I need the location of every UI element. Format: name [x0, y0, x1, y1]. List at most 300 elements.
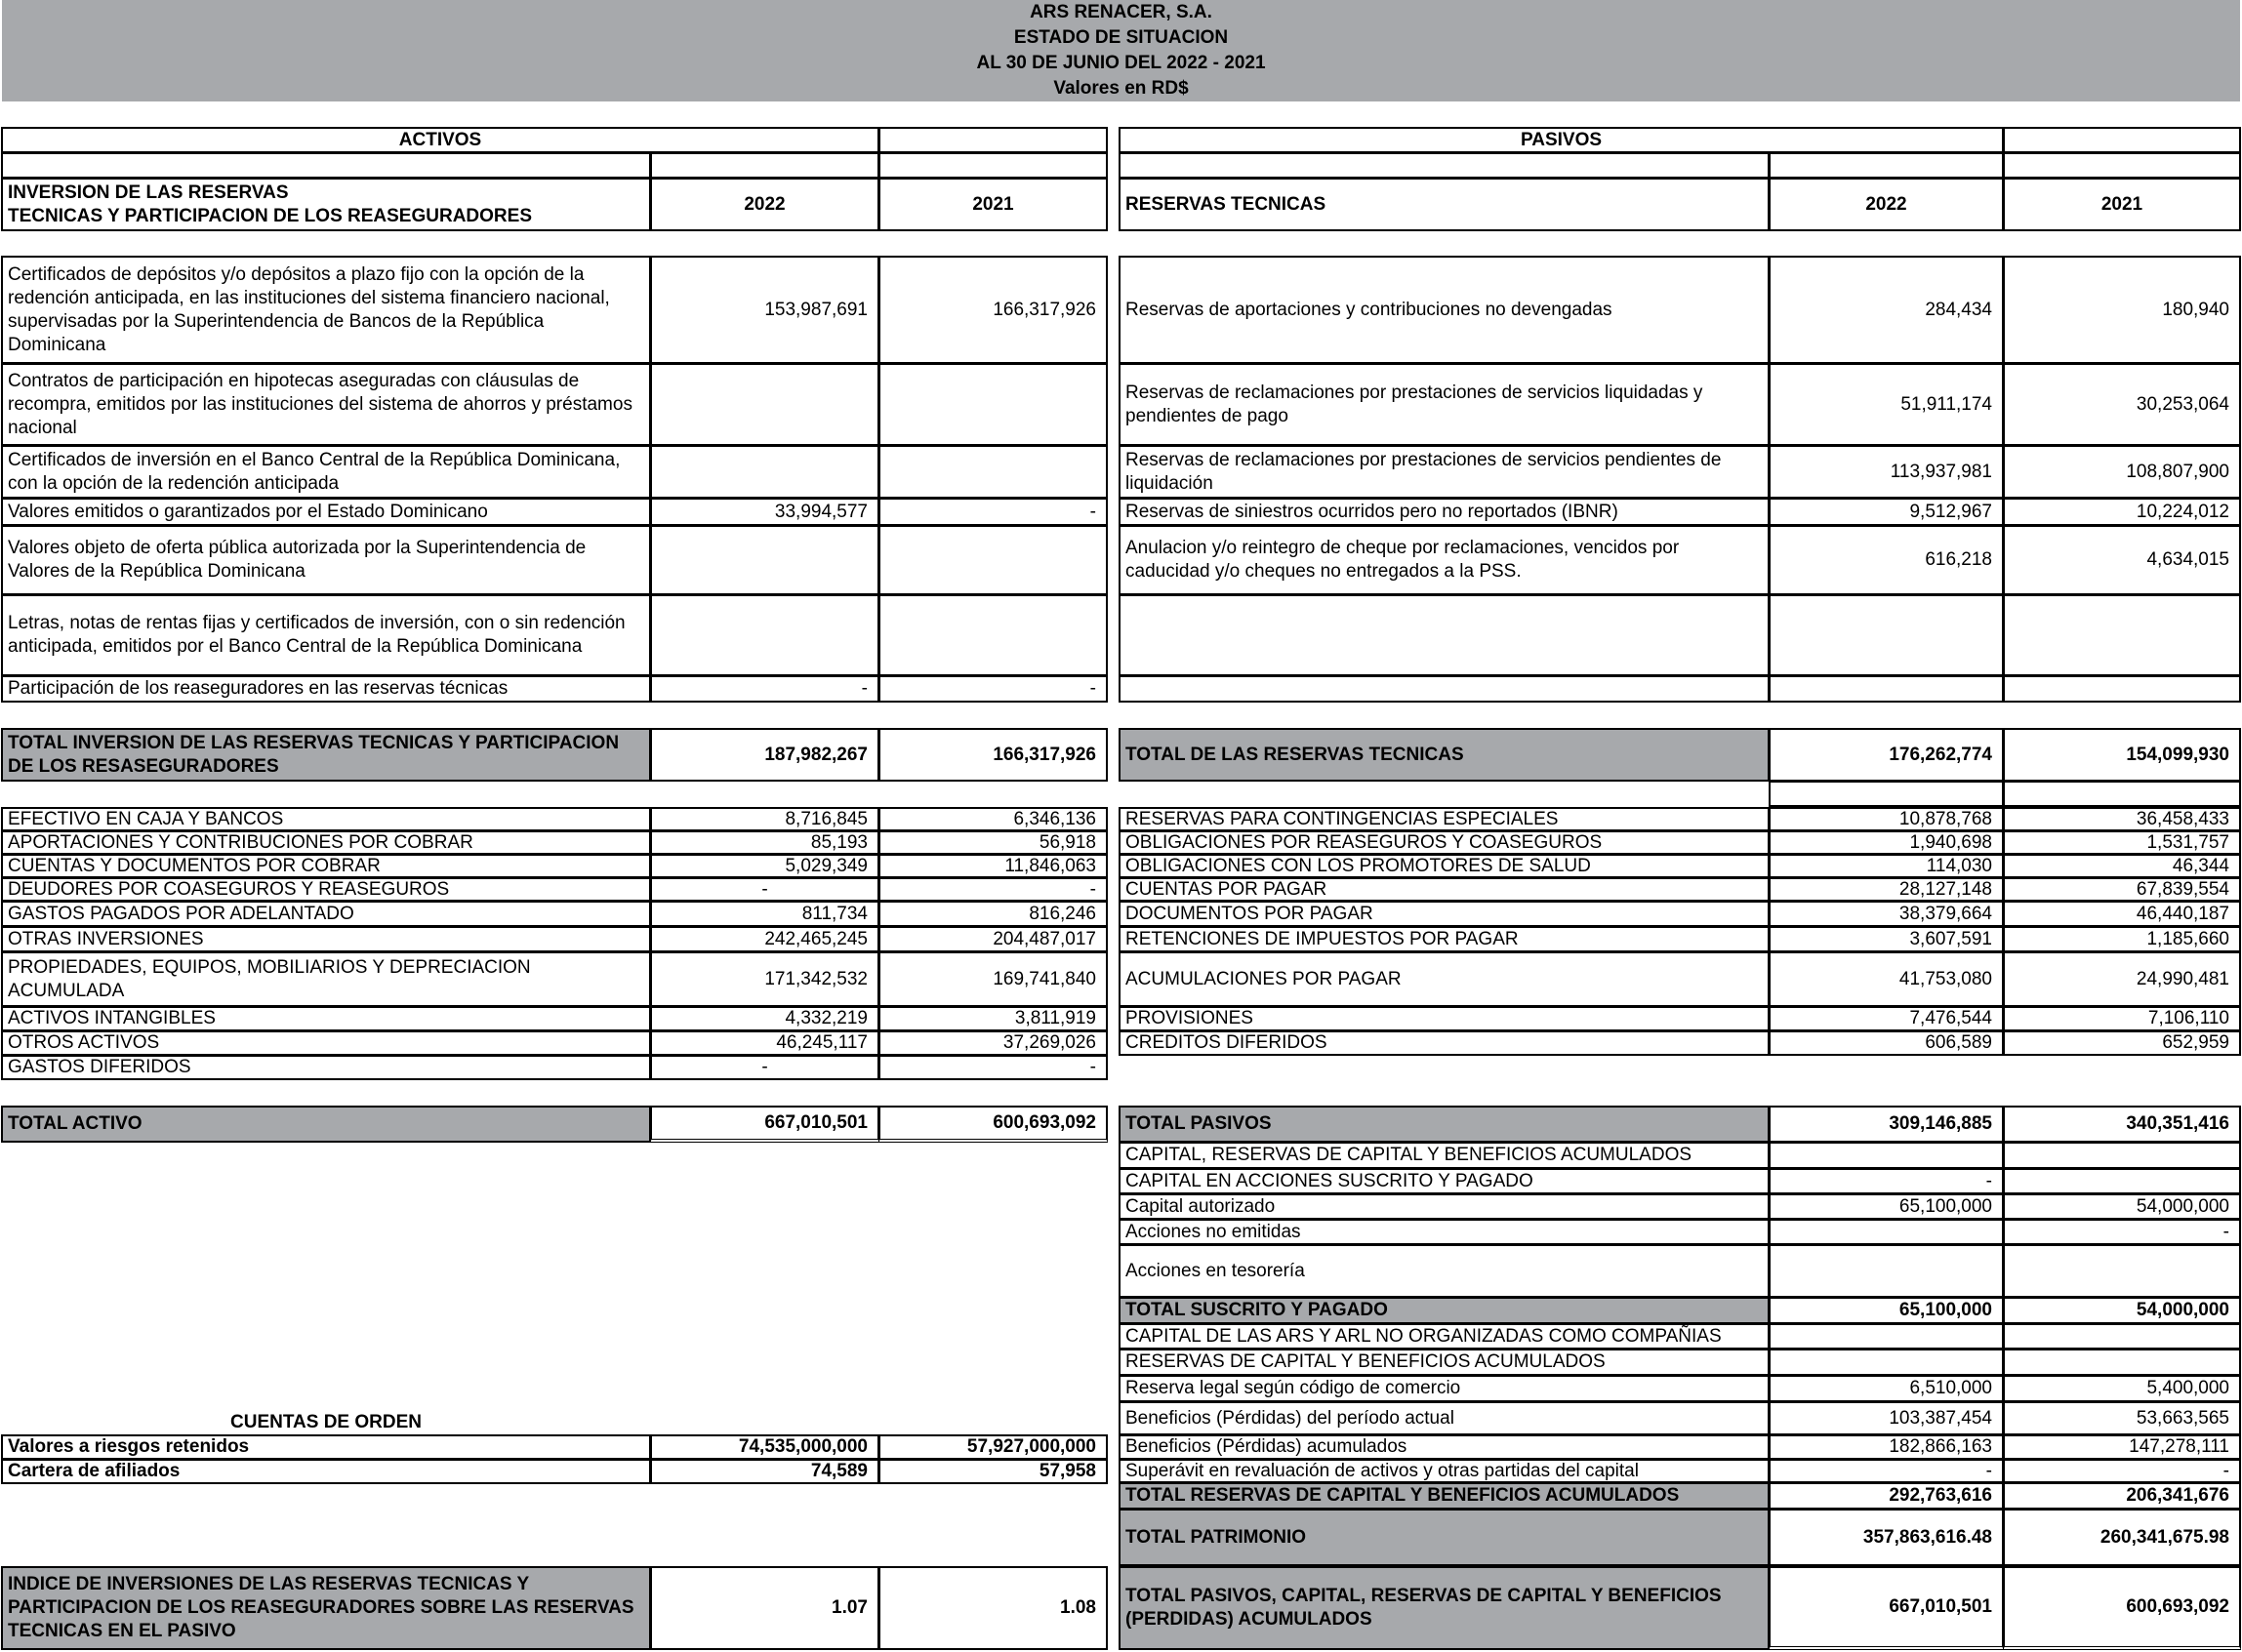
- table-cell: [1769, 1401, 2004, 1435]
- cell-text: 33,994,577: [774, 501, 868, 522]
- cell-text: 1.07: [832, 1597, 868, 1618]
- table-cell: [878, 830, 1108, 855]
- table-cell: [1, 1409, 651, 1435]
- table-cell: [878, 854, 1108, 878]
- table-cell: [1769, 830, 2004, 855]
- table-cell: [1769, 445, 2004, 499]
- table-cell: [1119, 1297, 1770, 1324]
- cell-text: 166,317,926: [993, 744, 1096, 765]
- table-cell: [2003, 1566, 2241, 1650]
- table-cell: [1769, 781, 2004, 807]
- table-cell: [1119, 830, 1770, 855]
- table-cell: [1769, 1219, 2004, 1245]
- table-cell: [1769, 1459, 2004, 1483]
- table-cell: [1119, 926, 1770, 952]
- cell-text: 2022: [1865, 193, 1907, 215]
- cell-text: 74,589: [810, 1461, 868, 1481]
- table-cell: [878, 1055, 1108, 1080]
- table-cell: [2003, 1006, 2241, 1031]
- cell-text: Reserva legal según código de comercio: [1125, 1378, 1461, 1398]
- table-cell: [1, 1006, 651, 1031]
- cell-text: CAPITAL DE LAS ARS Y ARL NO ORGANIZADAS COMO COMPAÑIAS: [1125, 1325, 1722, 1347]
- cell-text: 37,269,026: [1002, 1032, 1096, 1053]
- table-cell: [1, 830, 651, 855]
- cell-text: 180,940: [2162, 299, 2229, 320]
- table-cell: [2003, 1459, 2241, 1483]
- table-cell: [2003, 926, 2241, 952]
- table-cell: [1, 127, 879, 153]
- cell-text: Superávit en revaluación de activos y otras partidas del capital: [1125, 1460, 1639, 1481]
- table-cell: [1119, 1030, 1770, 1056]
- table-cell: [2003, 594, 2241, 676]
- cell-text: 56,918: [1039, 831, 1096, 853]
- table-cell: [2003, 1401, 2241, 1435]
- table-cell: [1769, 1106, 2004, 1143]
- cell-text: 103,387,454: [1889, 1407, 1992, 1429]
- table-cell: [878, 1434, 1108, 1460]
- cell-text: Acciones no emitidas: [1125, 1221, 1301, 1242]
- cell-text: PROVISIONES: [1125, 1008, 1253, 1028]
- cell-text: 85,193: [810, 831, 868, 853]
- table-cell: [1, 1055, 651, 1080]
- table-cell: [1, 926, 651, 952]
- table-cell: [1769, 1244, 2004, 1298]
- table-cell: [650, 901, 879, 927]
- table-cell: [1769, 1375, 2004, 1402]
- table-cell: [1119, 1323, 1770, 1350]
- table-cell: [1, 675, 651, 703]
- table-cell: [2003, 877, 2241, 902]
- table-cell: [2003, 1219, 2241, 1245]
- cell-text: CUENTAS POR PAGAR: [1125, 878, 1327, 900]
- cell-text: 292,763,616: [1889, 1485, 1992, 1506]
- cell-text: 5,400,000: [2146, 1378, 2229, 1398]
- cell-text: 340,351,416: [2126, 1113, 2229, 1134]
- cell-text: 57,927,000,000: [966, 1436, 1096, 1457]
- cell-text: PROPIEDADES, EQUIPOS, MOBILIARIOS Y DEPRECIACION ACUMULADA: [8, 956, 531, 1001]
- table-cell: [1119, 178, 1770, 231]
- cell-text: CUENTAS Y DOCUMENTOS POR COBRAR: [8, 855, 381, 876]
- table-cell: [1769, 1030, 2004, 1056]
- table-cell: [1119, 728, 1770, 782]
- cell-text: -: [2222, 1460, 2229, 1481]
- cell-text: 169,741,840: [993, 968, 1096, 989]
- table-cell: [650, 807, 879, 831]
- table-cell: [1, 1459, 651, 1484]
- cell-text: -: [1089, 1057, 1096, 1077]
- table-cell: [1, 901, 651, 927]
- cell-text: Acciones en tesorería: [1125, 1260, 1305, 1281]
- table-cell: [1769, 854, 2004, 878]
- cell-text: 114,030: [1926, 855, 1992, 876]
- cell-text: -: [1985, 1170, 1992, 1191]
- cell-text: 171,342,532: [764, 968, 868, 989]
- table-cell: [1769, 675, 2004, 703]
- table-cell: [1, 594, 651, 676]
- table-cell: [650, 1055, 879, 1080]
- table-cell: [1119, 951, 1770, 1007]
- cell-text: 606,589: [1925, 1032, 1992, 1053]
- table-cell: [1, 525, 651, 595]
- cell-text: 242,465,245: [764, 928, 868, 949]
- table-cell: [2003, 152, 2241, 179]
- cell-text: GASTOS PAGADOS POR ADELANTADO: [8, 903, 354, 924]
- cell-text: 10,224,012: [2136, 501, 2229, 522]
- cell-text: 51,911,174: [1900, 393, 1992, 415]
- table-cell: [2003, 1375, 2241, 1402]
- table-cell: [2003, 363, 2241, 446]
- cell-text: Capital autorizado: [1125, 1195, 1276, 1217]
- cell-text: ACTIVOS: [398, 129, 482, 150]
- table-cell: [878, 1106, 1108, 1143]
- cell-text: 667,010,501: [764, 1112, 868, 1133]
- table-cell: [1, 951, 651, 1007]
- table-cell: [878, 807, 1108, 831]
- company-name: ARS RENACER, S.A.: [1030, 2, 1212, 22]
- table-cell: [1119, 675, 1770, 703]
- table-cell: [1769, 728, 2004, 782]
- cell-text: 2022: [744, 193, 786, 215]
- table-cell: [1119, 1168, 1770, 1194]
- report-title: ESTADO DE SITUACION: [1013, 27, 1229, 48]
- table-cell: [1119, 498, 1770, 526]
- table-cell: [2003, 1193, 2241, 1220]
- cell-text: 811,734: [801, 903, 868, 924]
- table-cell: [1, 363, 651, 446]
- cell-text: TOTAL RESERVAS DE CAPITAL Y BENEFICIOS ACUMULADOS: [1125, 1485, 1680, 1506]
- cell-text: 38,379,664: [1898, 903, 1992, 924]
- table-cell: [878, 152, 1108, 179]
- cell-text: TOTAL DE LAS RESERVAS TECNICAS: [1125, 744, 1464, 765]
- table-cell: [878, 525, 1108, 595]
- table-cell: [1769, 807, 2004, 831]
- table-cell: [650, 854, 879, 878]
- cell-text: 667,010,501: [1889, 1596, 1992, 1617]
- table-cell: [2003, 807, 2241, 831]
- cell-text: Reservas de reclamaciones por prestaciones de servicios pendientes de liquidación: [1125, 449, 1722, 494]
- cell-text: 28,127,148: [1898, 878, 1992, 900]
- table-cell: [650, 1030, 879, 1056]
- table-cell: [1, 178, 651, 231]
- cell-text: ACTIVOS INTANGIBLES: [8, 1008, 216, 1028]
- table-cell: [2003, 854, 2241, 878]
- table-cell: [878, 127, 1108, 153]
- table-cell: [1, 152, 651, 179]
- cell-text: DEUDORES POR COASEGUROS Y REASEGUROS: [8, 878, 450, 900]
- cell-text: -: [1089, 878, 1096, 900]
- table-cell: [2003, 1509, 2241, 1566]
- table-cell: [650, 675, 879, 703]
- table-cell: [650, 877, 879, 902]
- table-cell: [1119, 807, 1770, 831]
- table-cell: [878, 1006, 1108, 1031]
- table-cell: [1119, 1509, 1770, 1566]
- cell-text: 1.08: [1060, 1597, 1096, 1618]
- cell-text: 7,476,544: [1909, 1008, 1992, 1028]
- cell-text: 67,839,554: [2136, 878, 2229, 900]
- cell-text: -: [1985, 1460, 1992, 1481]
- cell-text: CAPITAL, RESERVAS DE CAPITAL Y BENEFICIOS ACUMULADOS: [1125, 1145, 1692, 1165]
- table-cell: [650, 256, 879, 364]
- cell-text: 53,663,565: [2136, 1407, 2229, 1429]
- table-cell: [2003, 901, 2241, 927]
- table-cell: [1119, 525, 1770, 595]
- table-cell: [2003, 525, 2241, 595]
- cell-text: 652,959: [2162, 1032, 2229, 1053]
- cell-text: INVERSION DE LAS RESERVAS TECNICAS Y PARTICIPACION DE LOS REASEGURADORES: [8, 181, 532, 226]
- cell-text: 2021: [2100, 193, 2143, 215]
- cell-text: RESERVAS PARA CONTINGENCIAS ESPECIALES: [1125, 808, 1559, 829]
- table-cell: [878, 951, 1108, 1007]
- table-cell: [1769, 1168, 2004, 1194]
- table-cell: [2003, 728, 2241, 782]
- cell-text: Anulacion y/o reintegro de cheque por reclamaciones, vencidos por caducidad y/o cheques no entregados a la PSS.: [1125, 538, 1680, 582]
- table-cell: [650, 951, 879, 1007]
- cell-text: Certificados de depósitos y/o depósitos a plazo fijo con la opción de la redención anticipada, en las instituciones del sistema financiero nacional, supervisadas por la Superintendencia de Bancos de la República Dominicana: [8, 263, 610, 355]
- cell-text: RESERVAS TECNICAS: [1125, 193, 1326, 215]
- table-cell: [650, 728, 879, 782]
- table-cell: [1119, 1434, 1770, 1460]
- table-cell: [1769, 901, 2004, 927]
- table-cell: [878, 178, 1108, 231]
- table-cell: [2003, 830, 2241, 855]
- cell-text: 65,100,000: [1898, 1195, 1992, 1217]
- table-cell: [1, 854, 651, 878]
- table-cell: [650, 1459, 879, 1484]
- cell-text: Cartera de afiliados: [8, 1461, 181, 1481]
- table-cell: [1119, 1244, 1770, 1298]
- table-cell: [1119, 1142, 1770, 1169]
- table-cell: [1, 1566, 651, 1650]
- table-cell: [2003, 675, 2241, 703]
- cell-text: Valores a riesgos retenidos: [8, 1436, 250, 1457]
- report-period: AL 30 DE JUNIO DEL 2022 - 2021: [976, 53, 1266, 73]
- table-cell: [2003, 445, 2241, 499]
- currency-note: Valores en RD$: [1053, 78, 1189, 99]
- table-cell: [2003, 256, 2241, 364]
- cell-text: GASTOS DIFERIDOS: [8, 1057, 191, 1077]
- cell-text: EFECTIVO EN CAJA Y BANCOS: [8, 808, 284, 829]
- table-cell: [1769, 1193, 2004, 1220]
- cell-text: Participación de los reaseguradores en las reservas técnicas: [8, 678, 509, 699]
- table-cell: [878, 728, 1108, 782]
- table-cell: [1769, 926, 2004, 952]
- cell-text: CAPITAL EN ACCIONES SUSCRITO Y PAGADO: [1125, 1170, 1533, 1191]
- cell-text: 5,029,349: [785, 855, 868, 876]
- table-cell: [878, 877, 1108, 902]
- table-cell: [1, 498, 651, 526]
- table-cell: [1769, 363, 2004, 446]
- cell-text: 6,510,000: [1909, 1378, 1992, 1398]
- table-cell: [650, 445, 879, 499]
- table-cell: [1769, 256, 2004, 364]
- table-cell: [650, 498, 879, 526]
- table-cell: [1119, 1006, 1770, 1031]
- table-cell: [1119, 256, 1770, 364]
- cell-text: 204,487,017: [993, 928, 1096, 949]
- cell-text: 176,262,774: [1889, 744, 1992, 765]
- cell-text: OTROS ACTIVOS: [8, 1032, 160, 1053]
- cell-text: 357,863,616.48: [1862, 1526, 1992, 1548]
- cell-text: 46,344: [2172, 855, 2229, 876]
- cell-text: -: [1089, 678, 1096, 699]
- table-cell: [650, 525, 879, 595]
- cell-text: TOTAL PASIVOS, CAPITAL, RESERVAS DE CAPITAL Y BENEFICIOS (PERDIDAS) ACUMULADOS: [1125, 1586, 1722, 1630]
- cell-text: 260,341,675.98: [2099, 1526, 2229, 1548]
- cell-text: 24,990,481: [2136, 968, 2229, 989]
- table-cell: [1119, 152, 1770, 179]
- table-cell: [1769, 1509, 2004, 1566]
- table-cell: [2003, 1297, 2241, 1324]
- cell-text: 284,434: [1925, 299, 1992, 320]
- table-cell: [878, 675, 1108, 703]
- cell-text: 2021: [972, 193, 1014, 215]
- table-cell: [1769, 594, 2004, 676]
- cell-text: ACUMULACIONES POR PAGAR: [1125, 968, 1402, 989]
- table-cell: [878, 256, 1108, 364]
- table-cell: [650, 363, 879, 446]
- cell-text: TOTAL ACTIVO: [8, 1113, 143, 1134]
- table-cell: [878, 594, 1108, 676]
- cell-text: Reservas de siniestros ocurridos pero no reportados (IBNR): [1125, 501, 1618, 522]
- cell-text: -: [761, 878, 768, 900]
- table-cell: [650, 1566, 879, 1650]
- table-cell: [1769, 152, 2004, 179]
- table-cell: [1, 877, 651, 902]
- table-cell: [1, 256, 651, 364]
- table-cell: [2003, 498, 2241, 526]
- table-cell: [1, 1434, 651, 1460]
- cell-text: INDICE DE INVERSIONES DE LAS RESERVAS TECNICAS Y PARTICIPACION DE LOS REASEGURADORES SOBRE LAS RESERVAS TECNICAS EN EL PASIVO: [8, 1574, 634, 1641]
- table-cell: [1769, 1482, 2004, 1510]
- cell-text: 108,807,900: [2126, 461, 2229, 482]
- cell-text: 65,100,000: [1898, 1300, 1992, 1320]
- table-cell: [1769, 1566, 2004, 1650]
- cell-text: 6,346,136: [1013, 808, 1096, 829]
- cell-text: TOTAL PASIVOS: [1125, 1113, 1272, 1134]
- table-cell: [1, 1030, 651, 1056]
- cell-text: 9,512,967: [1909, 501, 1992, 522]
- table-cell: [650, 1434, 879, 1460]
- table-cell: [2003, 1349, 2241, 1376]
- table-cell: [1119, 127, 2004, 153]
- table-cell: [2003, 1323, 2241, 1350]
- table-cell: [1769, 1349, 2004, 1376]
- table-cell: [878, 1566, 1108, 1650]
- cell-text: 616,218: [1925, 549, 1992, 570]
- table-cell: [650, 830, 879, 855]
- cell-text: 600,693,092: [2126, 1596, 2229, 1617]
- table-cell: [1119, 1459, 1770, 1483]
- table-cell: [1769, 178, 2004, 231]
- cell-text: 3,811,919: [1014, 1008, 1096, 1028]
- table-cell: [1769, 525, 2004, 595]
- cell-text: CREDITOS DIFERIDOS: [1125, 1032, 1327, 1053]
- cell-text: 1,185,660: [2146, 928, 2229, 949]
- table-cell: [650, 152, 879, 179]
- table-cell: [2003, 1168, 2241, 1194]
- table-cell: [2003, 1482, 2241, 1510]
- cell-text: 153,987,691: [764, 299, 868, 320]
- cell-text: 166,317,926: [993, 299, 1096, 320]
- cell-text: 187,982,267: [764, 744, 868, 765]
- cell-text: 309,146,885: [1889, 1113, 1992, 1134]
- cell-text: 147,278,111: [2129, 1436, 2229, 1457]
- table-cell: [650, 1006, 879, 1031]
- table-cell: [1769, 1434, 2004, 1460]
- table-cell: [878, 363, 1108, 446]
- table-cell: [2003, 178, 2241, 231]
- table-cell: [2003, 1030, 2241, 1056]
- cell-text: OBLIGACIONES POR REASEGUROS Y COASEGUROS: [1125, 831, 1603, 853]
- table-cell: [878, 1030, 1108, 1056]
- cell-text: 54,000,000: [2136, 1195, 2229, 1217]
- table-cell: [1, 807, 651, 831]
- cell-text: 816,246: [1029, 903, 1096, 924]
- table-cell: [1769, 1142, 2004, 1169]
- cell-text: Contratos de participación en hipotecas aseguradas con cláusulas de recompra, emitidos por las instituciones del sistema de ahorros y préstamos nacional: [8, 370, 632, 438]
- table-cell: [1769, 877, 2004, 902]
- table-cell: [1119, 877, 1770, 902]
- table-cell: [1119, 1193, 1770, 1220]
- cell-text: 30,253,064: [2136, 393, 2229, 415]
- table-cell: [2003, 1434, 2241, 1460]
- cell-text: 41,753,080: [1898, 968, 1992, 989]
- cell-text: 206,341,676: [2126, 1485, 2229, 1506]
- table-cell: [1119, 1219, 1770, 1245]
- table-cell: [1769, 951, 2004, 1007]
- table-cell: [1119, 1401, 1770, 1435]
- table-cell: [878, 445, 1108, 499]
- cell-text: OBLIGACIONES CON LOS PROMOTORES DE SALUD: [1125, 855, 1591, 876]
- table-cell: [878, 926, 1108, 952]
- cell-text: RETENCIONES DE IMPUESTOS POR PAGAR: [1125, 928, 1519, 949]
- cell-text: 113,937,981: [1890, 461, 1992, 482]
- table-cell: [1119, 1375, 1770, 1402]
- cell-text: 46,245,117: [776, 1032, 868, 1053]
- cell-text: 10,878,768: [1898, 808, 1992, 829]
- cell-text: 36,458,433: [2136, 808, 2229, 829]
- table-cell: [1119, 901, 1770, 927]
- table-cell: [2003, 1142, 2241, 1169]
- table-cell: [1119, 445, 1770, 499]
- cell-text: APORTACIONES Y CONTRIBUCIONES POR COBRAR: [8, 831, 473, 853]
- cell-text: -: [861, 678, 868, 699]
- table-cell: [1, 1106, 651, 1143]
- table-cell: [650, 594, 879, 676]
- cell-text: 11,846,063: [1004, 855, 1096, 876]
- table-cell: [878, 498, 1108, 526]
- cell-text: Valores objeto de oferta pública autorizada por la Superintendencia de Valores de la República Dominicana: [8, 538, 587, 582]
- cell-text: 7,106,110: [2147, 1008, 2229, 1028]
- cell-text: 3,607,591: [1909, 928, 1992, 949]
- cell-text: DOCUMENTOS POR PAGAR: [1125, 903, 1373, 924]
- cell-text: Letras, notas de rentas fijas y certificados de inversión, con o sin redención anticipada, emitidos por el Banco Central de la República Dominicana: [8, 613, 626, 657]
- cell-text: Valores emitidos o garantizados por el Estado Dominicano: [8, 501, 488, 522]
- table-cell: [1769, 1323, 2004, 1350]
- cell-text: -: [1089, 501, 1096, 522]
- table-cell: [1119, 1566, 1770, 1650]
- cell-text: 74,535,000,000: [738, 1436, 868, 1457]
- cell-text: RESERVAS DE CAPITAL Y BENEFICIOS ACUMULADOS: [1125, 1351, 1606, 1372]
- table-cell: [2003, 127, 2241, 153]
- table-cell: [2003, 781, 2241, 807]
- cell-text: 4,332,219: [785, 1008, 868, 1028]
- table-cell: [1119, 1482, 1770, 1510]
- table-cell: [878, 901, 1108, 927]
- table-cell: [1119, 1106, 1770, 1143]
- table-cell: [878, 1459, 1108, 1484]
